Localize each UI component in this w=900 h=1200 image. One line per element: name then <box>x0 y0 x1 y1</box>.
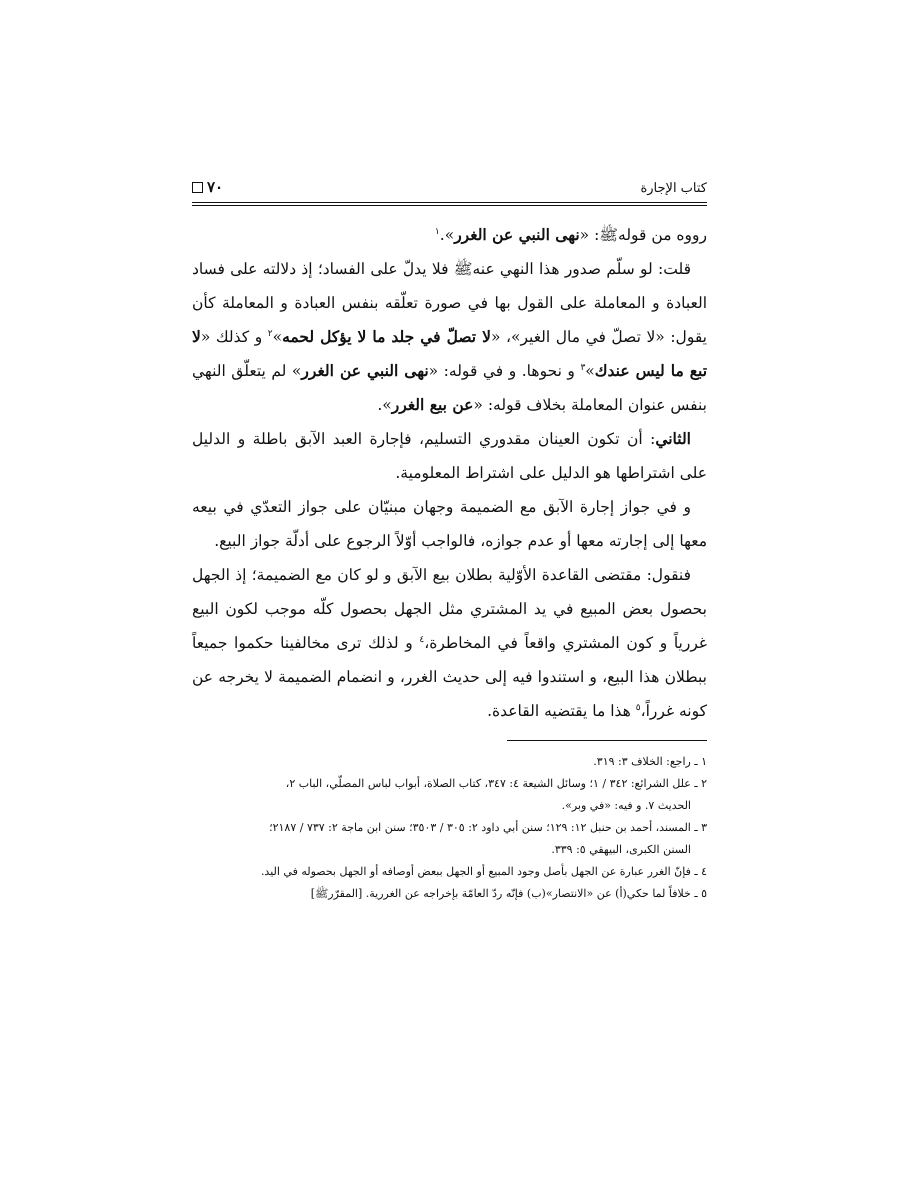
section-heading: الثاني <box>655 429 691 448</box>
quote-bold: لا تصلّ في جلد ما لا يؤكل لحمه <box>282 327 491 346</box>
footnote-4: ٤ ـ فإنّ الغرر عبارة عن الجهل بأصل وجود المبيع أو الجهل ببعض أوصافه أو الجهل بحصوله في اليد. <box>260 865 707 878</box>
paragraph-1: رووه من قولهﷺ: «نهى النبي عن الغرر».$^١$ <box>434 225 707 244</box>
paragraph-3: الثاني: أن تكون العينان مقدوري التسليم، فإجارة العبد الآبق باطلة و الدليل على اشتراطها هو الدليل على اشتراط المعلومية. <box>192 429 707 482</box>
quote-bold: عن بيع الغرر <box>391 395 474 414</box>
header-double-rule <box>192 202 707 206</box>
quote-bold: لا تبع ما ليس عندك <box>192 327 708 380</box>
book-page <box>192 170 707 905</box>
main-text <box>192 218 707 728</box>
footnote-1: ١ ـ راجع: الخلاف ٣: ٣١٩. <box>593 755 707 768</box>
footnote-separator <box>507 740 707 741</box>
footnotes <box>192 751 707 905</box>
footnote-ref-2: ٢ <box>267 328 273 339</box>
square-icon <box>192 182 203 193</box>
page-number <box>192 178 223 196</box>
paragraph-4: و في جواز إجارة الآبق مع الضميمة وجهان مبنيّان على جواز التعدّي في بيعه معها إلى إجارته معها أو عدم جوازه، فالواجب أوّلاً الرجوع على أدلّة جواز البيع. <box>192 498 707 550</box>
footnote-2: ٢ ـ علل الشرائع: ٣٤٢ / ١؛ وسائل الشيعة ٤: ٣٤٧، كتاب الصلاة، أبواب لباس المصلّي، الباب ٢، <box>285 777 707 790</box>
footnote-3-continued: السنن الكبرى، البيهقي ٥: ٣٣٩. <box>551 843 691 856</box>
footnote-ref-4: ٤ <box>419 634 425 645</box>
running-title: كتاب الإجارة <box>640 181 707 196</box>
paragraph-5: فنقول: مقتضى القاعدة الأوّلية بطلان بيع الآبق و لو كان مع الضميمة؛ إذ الجهل بحصول بعض المبيع في يد المشتري مثل الجهل بحصول كلّه موجب لكون البيع غررياً و كون المشتري واقعاً في المخاطرة،$^٤$ و لذلك ترى مخالفينا حكموا جميعاً ببطلان هذا البيع، و استندوا فيه إلى حديث الغرر، و انضمام الضميمة لا يخرجه عن كونه غرراً،$^٥$ هذا ما يقتضيه القاعدة. <box>192 566 707 720</box>
page-number-text: ٧٠ <box>207 178 224 196</box>
footnote-2-continued: الحديث ٧. و فيه: «في وبر». <box>561 799 691 812</box>
footnote-3: ٣ ـ المسند، أحمد بن حنبل ١٢: ١٢٩؛ سنن أبي داود ٢: ٣٠٥ / ٣٥٠٣؛ سنن ابن ماجة ٢: ٧٣٧ / ٢١٨٧؛ <box>269 821 707 834</box>
footnote-ref-1: ١ <box>434 226 440 237</box>
footnote-ref-3: ٣ <box>580 362 586 373</box>
quote-bold: نهى النبي عن الغرر <box>301 361 429 380</box>
page-header <box>192 170 707 196</box>
footnote-5: ٥ ـ خلافاً لما حكي(أ) عن «الانتصار»(ب) فإنّه ردّ العامّة بإخراجه عن الغررية. [المقرّرﷺ] <box>310 887 707 900</box>
footnote-ref-5: ٥ <box>635 702 641 713</box>
paragraph-2: قلت: لو سلّم صدور هذا النهي عنهﷺ فلا يدلّ على الفساد؛ إذ دلالته على فساد العبادة و المعاملة على القول بها في صورة تعلّقه بنفس العبادة و المعاملة كأن يقول: «لا تصلّ في مال الغير»، «لا تصلّ في جلد ما لا يؤكل لحمه»$^٢$ و كذلك «لا تبع ما ليس عندك»$^٣$ و نحوها. و في قوله: «نهى النبي عن الغرر» لم يتعلّق النهي بنفس عنوان المعاملة بخلاف قوله: «عن بيع الغرر». <box>192 260 708 414</box>
quote-bold: نهى النبي عن الغرر <box>454 225 580 244</box>
